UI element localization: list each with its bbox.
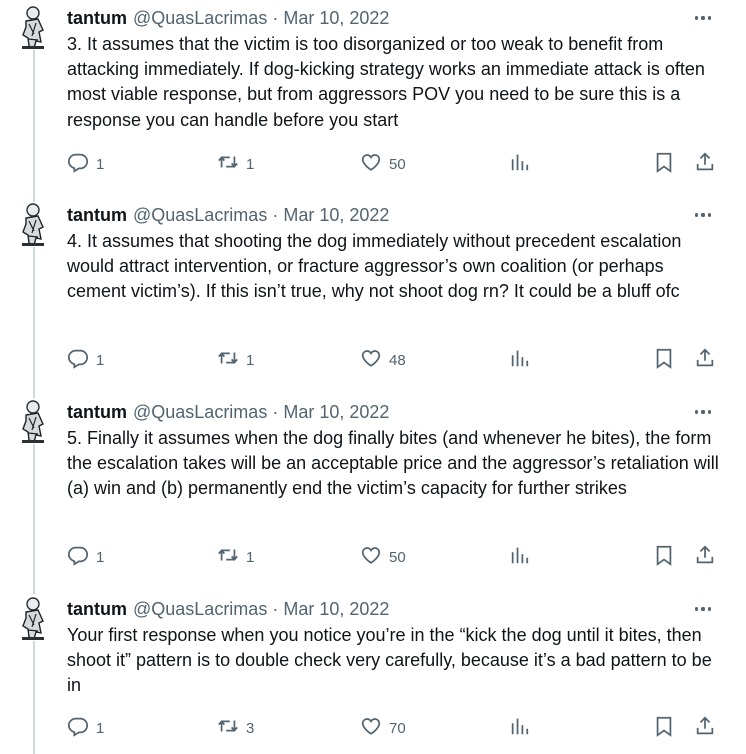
like-count: 50 [389,155,406,173]
retweet-arrows-icon [217,544,239,566]
views-button[interactable] [509,345,531,371]
tweet-date[interactable]: Mar 10, 2022 [283,598,390,619]
tweet-header [67,6,726,30]
retweet-arrows-icon [217,347,239,369]
retweet-button[interactable] [217,713,254,739]
share-button[interactable] [694,542,716,568]
bookmark-icon [653,347,675,369]
tweet-2[interactable] [0,203,746,383]
like-button[interactable] [360,542,406,568]
more-dots-icon[interactable] [692,8,714,28]
heart-icon [360,347,382,369]
views-button[interactable] [509,542,531,568]
reply-bubble-icon [67,347,89,369]
retweet-button[interactable] [217,345,254,371]
tweet-text: 5. Finally it assumes when the dog finally bites (and whenever he bites), the form the escalation takes will be an acceptable price and the aggressor’s retaliation will (a) win and (b) permanently end the victim’s capacity for further strikes [67,428,719,499]
tweet-date[interactable]: Mar 10, 2022 [283,204,390,225]
tweet-date[interactable]: Mar 10, 2022 [283,7,390,28]
reply-button[interactable] [67,542,104,568]
separator-dot: · [272,598,279,619]
action-bar [67,713,727,739]
heart-icon [360,715,382,737]
author-name[interactable]: tantum [67,7,127,28]
statue-avatar-icon [14,203,52,247]
tweet-text: Your first response when you notice you’re in the “kick the dog until it bites, then shoot it” pattern is to double check very carefully, because it’s a bad pattern to be in [67,625,712,696]
tweet-header [67,203,726,227]
author-handle[interactable]: @QuasLacrimas [133,401,268,422]
bookmark-button[interactable] [653,713,675,739]
author-name[interactable]: tantum [67,401,127,422]
like-button[interactable] [360,713,406,739]
views-button[interactable] [509,713,531,739]
share-button[interactable] [694,713,716,739]
tweet-header [67,597,726,621]
retweet-count: 1 [246,351,255,369]
bookmark-button[interactable] [653,149,675,175]
like-count: 50 [389,548,406,566]
views-button[interactable] [509,149,531,175]
tweet-text: 4. It assumes that shooting the dog immediately without precedent escalation would attract intervention, or fracture aggressor’s own coalition (or perhaps cement victim’s). If this isn’t true, why not shoot dog rn? It could be a bluff ofc [67,231,682,302]
reply-bubble-icon [67,151,89,173]
tweet-1[interactable] [0,6,746,186]
avatar[interactable] [14,203,52,247]
action-bar [67,149,727,175]
reply-count: 1 [96,155,105,173]
share-upload-icon [694,347,716,369]
reply-button[interactable] [67,149,104,175]
share-button[interactable] [694,345,716,371]
heart-icon [360,544,382,566]
author-handle[interactable]: @QuasLacrimas [133,598,268,619]
like-button[interactable] [360,149,406,175]
avatar[interactable] [14,400,52,444]
tweet-3[interactable] [0,400,746,580]
more-dots-icon[interactable] [692,205,714,225]
more-dots-icon[interactable] [692,599,714,619]
share-upload-icon [694,151,716,173]
retweet-button[interactable] [217,542,254,568]
reply-bubble-icon [67,544,89,566]
like-count: 48 [389,351,406,369]
views-bars-icon [509,347,531,369]
avatar[interactable] [14,6,52,50]
reply-bubble-icon [67,715,89,737]
action-bar [67,542,727,568]
reply-count: 1 [96,548,105,566]
author-name[interactable]: tantum [67,204,127,225]
like-button[interactable] [360,345,406,371]
tweet-date[interactable]: Mar 10, 2022 [283,401,390,422]
more-dots-icon[interactable] [692,402,714,422]
views-bars-icon [509,715,531,737]
reply-count: 1 [96,719,105,737]
author-handle[interactable]: @QuasLacrimas [133,7,268,28]
statue-avatar-icon [14,597,52,641]
retweet-count: 1 [246,155,255,173]
reply-button[interactable] [67,713,104,739]
statue-avatar-icon [14,400,52,444]
retweet-arrows-icon [217,151,239,173]
retweet-count: 3 [246,719,255,737]
reply-button[interactable] [67,345,104,371]
bookmark-button[interactable] [653,345,675,371]
heart-icon [360,151,382,173]
share-upload-icon [694,715,716,737]
avatar[interactable] [14,597,52,641]
separator-dot: · [272,7,279,28]
author-handle[interactable]: @QuasLacrimas [133,204,268,225]
like-count: 70 [389,719,406,737]
views-bars-icon [509,544,531,566]
reply-count: 1 [96,351,105,369]
tweet-4[interactable] [0,597,746,747]
separator-dot: · [272,401,279,422]
action-bar [67,345,727,371]
retweet-button[interactable] [217,149,254,175]
author-name[interactable]: tantum [67,598,127,619]
bookmark-icon [653,544,675,566]
share-button[interactable] [694,149,716,175]
separator-dot: · [272,204,279,225]
views-bars-icon [509,151,531,173]
statue-avatar-icon [14,6,52,50]
tweet-text: 3. It assumes that the victim is too disorganized or too weak to benefit from attacking immediately. If dog-kicking strategy works an immediate attack is often most viable response, but from aggressors POV you need to be sure this is a response you can handle before you start [67,34,705,130]
retweet-count: 1 [246,548,255,566]
share-upload-icon [694,544,716,566]
tweet-header [67,400,726,424]
bookmark-icon [653,151,675,173]
bookmark-icon [653,715,675,737]
retweet-arrows-icon [217,715,239,737]
bookmark-button[interactable] [653,542,675,568]
